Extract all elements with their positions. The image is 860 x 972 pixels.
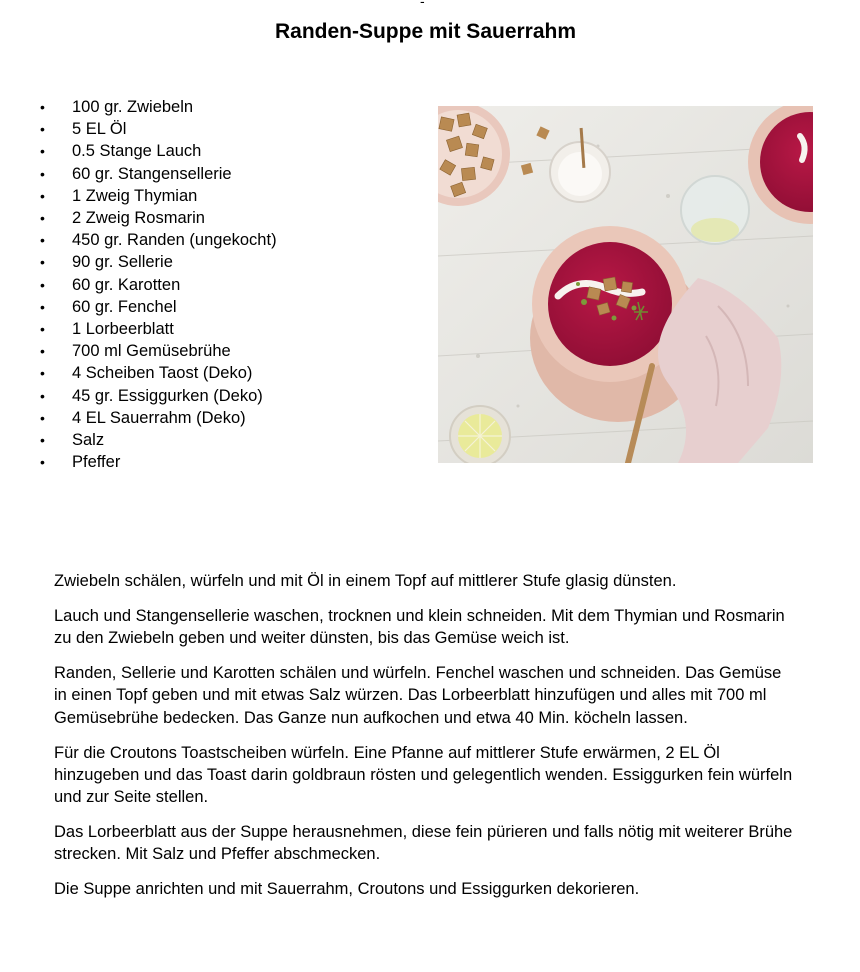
ingredient-item	[40, 318, 277, 340]
bullet-icon: •	[40, 254, 45, 271]
ingredient-text: Salz	[72, 431, 105, 450]
bullet-icon: •	[40, 343, 45, 360]
bullet-icon: •	[40, 232, 45, 249]
beetroot-soup-photo-icon	[438, 106, 813, 463]
ingredient-item	[40, 274, 277, 296]
bullet-icon: •	[40, 99, 45, 115]
instruction-step: Das Lorbeerblatt aus der Suppe herausnehmen, diese fein pürieren und falls nötig mit weiterer Brühe strecken. Mit Salz und Pfeffer abschmecken.	[54, 823, 793, 864]
ingredient-item	[40, 340, 277, 362]
ingredient-item	[40, 185, 277, 207]
bullet-icon: •	[40, 121, 45, 138]
instruction-step: Lauch und Stangensellerie waschen, trocknen und klein schneiden. Mit dem Thymian und Rosmarin zu den Zwiebeln geben und weiter dünsten, bis das Gemüse weich ist.	[54, 607, 785, 648]
ingredient-item	[40, 385, 277, 407]
bullet-icon: •	[40, 210, 45, 227]
ingredient-item	[40, 251, 277, 273]
bullet-icon: •	[40, 187, 45, 204]
ingredient-list	[40, 96, 277, 473]
ingredient-text: 4 EL Sauerrahm (Deko)	[72, 408, 246, 427]
ingredient-item	[40, 118, 277, 140]
bullet-icon: •	[40, 454, 45, 471]
bullet-icon: •	[40, 298, 45, 315]
ingredient-item	[40, 362, 277, 384]
ingredient-text: 45 gr. Essiggurken (Deko)	[72, 386, 263, 405]
bullet-icon: •	[40, 432, 45, 449]
instruction-step: Die Suppe anrichten und mit Sauerrahm, Croutons und Essiggurken dekorieren.	[54, 880, 640, 899]
bullet-icon: •	[40, 365, 45, 382]
instruction-step: Für die Croutons Toastscheiben würfeln. Eine Pfanne auf mittlerer Stufe erwärmen, 2 EL Öl hinzugeben und das Toast darin goldbraun rösten und gelegentlich wenden. Essiggurken fein würfeln und zur Seite stellen.	[54, 743, 793, 807]
ingredient-text: Pfeffer	[72, 453, 121, 472]
ingredient-text: 60 gr. Fenchel	[72, 297, 177, 316]
ingredient-text: 0.5 Stange Lauch	[72, 142, 202, 161]
ingredient-item	[40, 296, 277, 318]
bullet-icon: •	[40, 387, 45, 404]
ingredient-item	[40, 229, 277, 251]
ingredient-item	[40, 407, 277, 429]
ingredient-text: 700 ml Gemüsebrühe	[72, 342, 231, 361]
ingredient-item	[40, 207, 277, 229]
bullet-icon: •	[40, 143, 45, 160]
instructions	[54, 570, 794, 913]
ingredient-item	[40, 451, 277, 473]
instruction-step: Randen, Sellerie und Karotten schälen und würfeln. Fenchel waschen und schneiden. Das Gemüse in einen Topf geben und mit etwas Salz würzen. Das Lorbeerblatt hinzufügen und alles mit 700 ml Gemüsebrühe bedecken. Das Ganze nun aufkochen und etwa 40 Min. köcheln lassen.	[54, 664, 782, 727]
bullet-icon: •	[40, 409, 45, 426]
ingredient-text: 1 Lorbeerblatt	[72, 320, 174, 339]
ingredient-text: 4 Scheiben Taost (Deko)	[72, 364, 253, 383]
page-top-mark: -	[420, 0, 425, 9]
instruction-step: Zwiebeln schälen, würfeln und mit Öl in einem Topf auf mittlerer Stufe glasig dünsten.	[54, 572, 677, 590]
ingredient-text: 60 gr. Stangensellerie	[72, 164, 232, 183]
bullet-icon: •	[40, 276, 45, 293]
recipe-title: Randen-Suppe mit Sauerrahm	[274, 20, 577, 43]
ingredient-text: 100 gr. Zwiebeln	[72, 98, 194, 116]
soup-photo	[438, 106, 813, 463]
ingredient-text: 450 gr. Randen (ungekocht)	[72, 231, 277, 250]
ingredient-text: 1 Zweig Thymian	[72, 186, 198, 205]
ingredient-item	[40, 96, 277, 118]
ingredient-text: 90 gr. Sellerie	[72, 253, 173, 272]
ingredient-text: 5 EL Öl	[72, 120, 127, 139]
bullet-icon: •	[40, 165, 45, 182]
ingredient-item	[40, 163, 277, 185]
ingredient-item	[40, 140, 277, 162]
bullet-icon: •	[40, 321, 45, 338]
ingredient-item	[40, 429, 277, 451]
ingredient-text: 60 gr. Karotten	[72, 275, 181, 294]
ingredient-text: 2 Zweig Rosmarin	[72, 209, 205, 228]
